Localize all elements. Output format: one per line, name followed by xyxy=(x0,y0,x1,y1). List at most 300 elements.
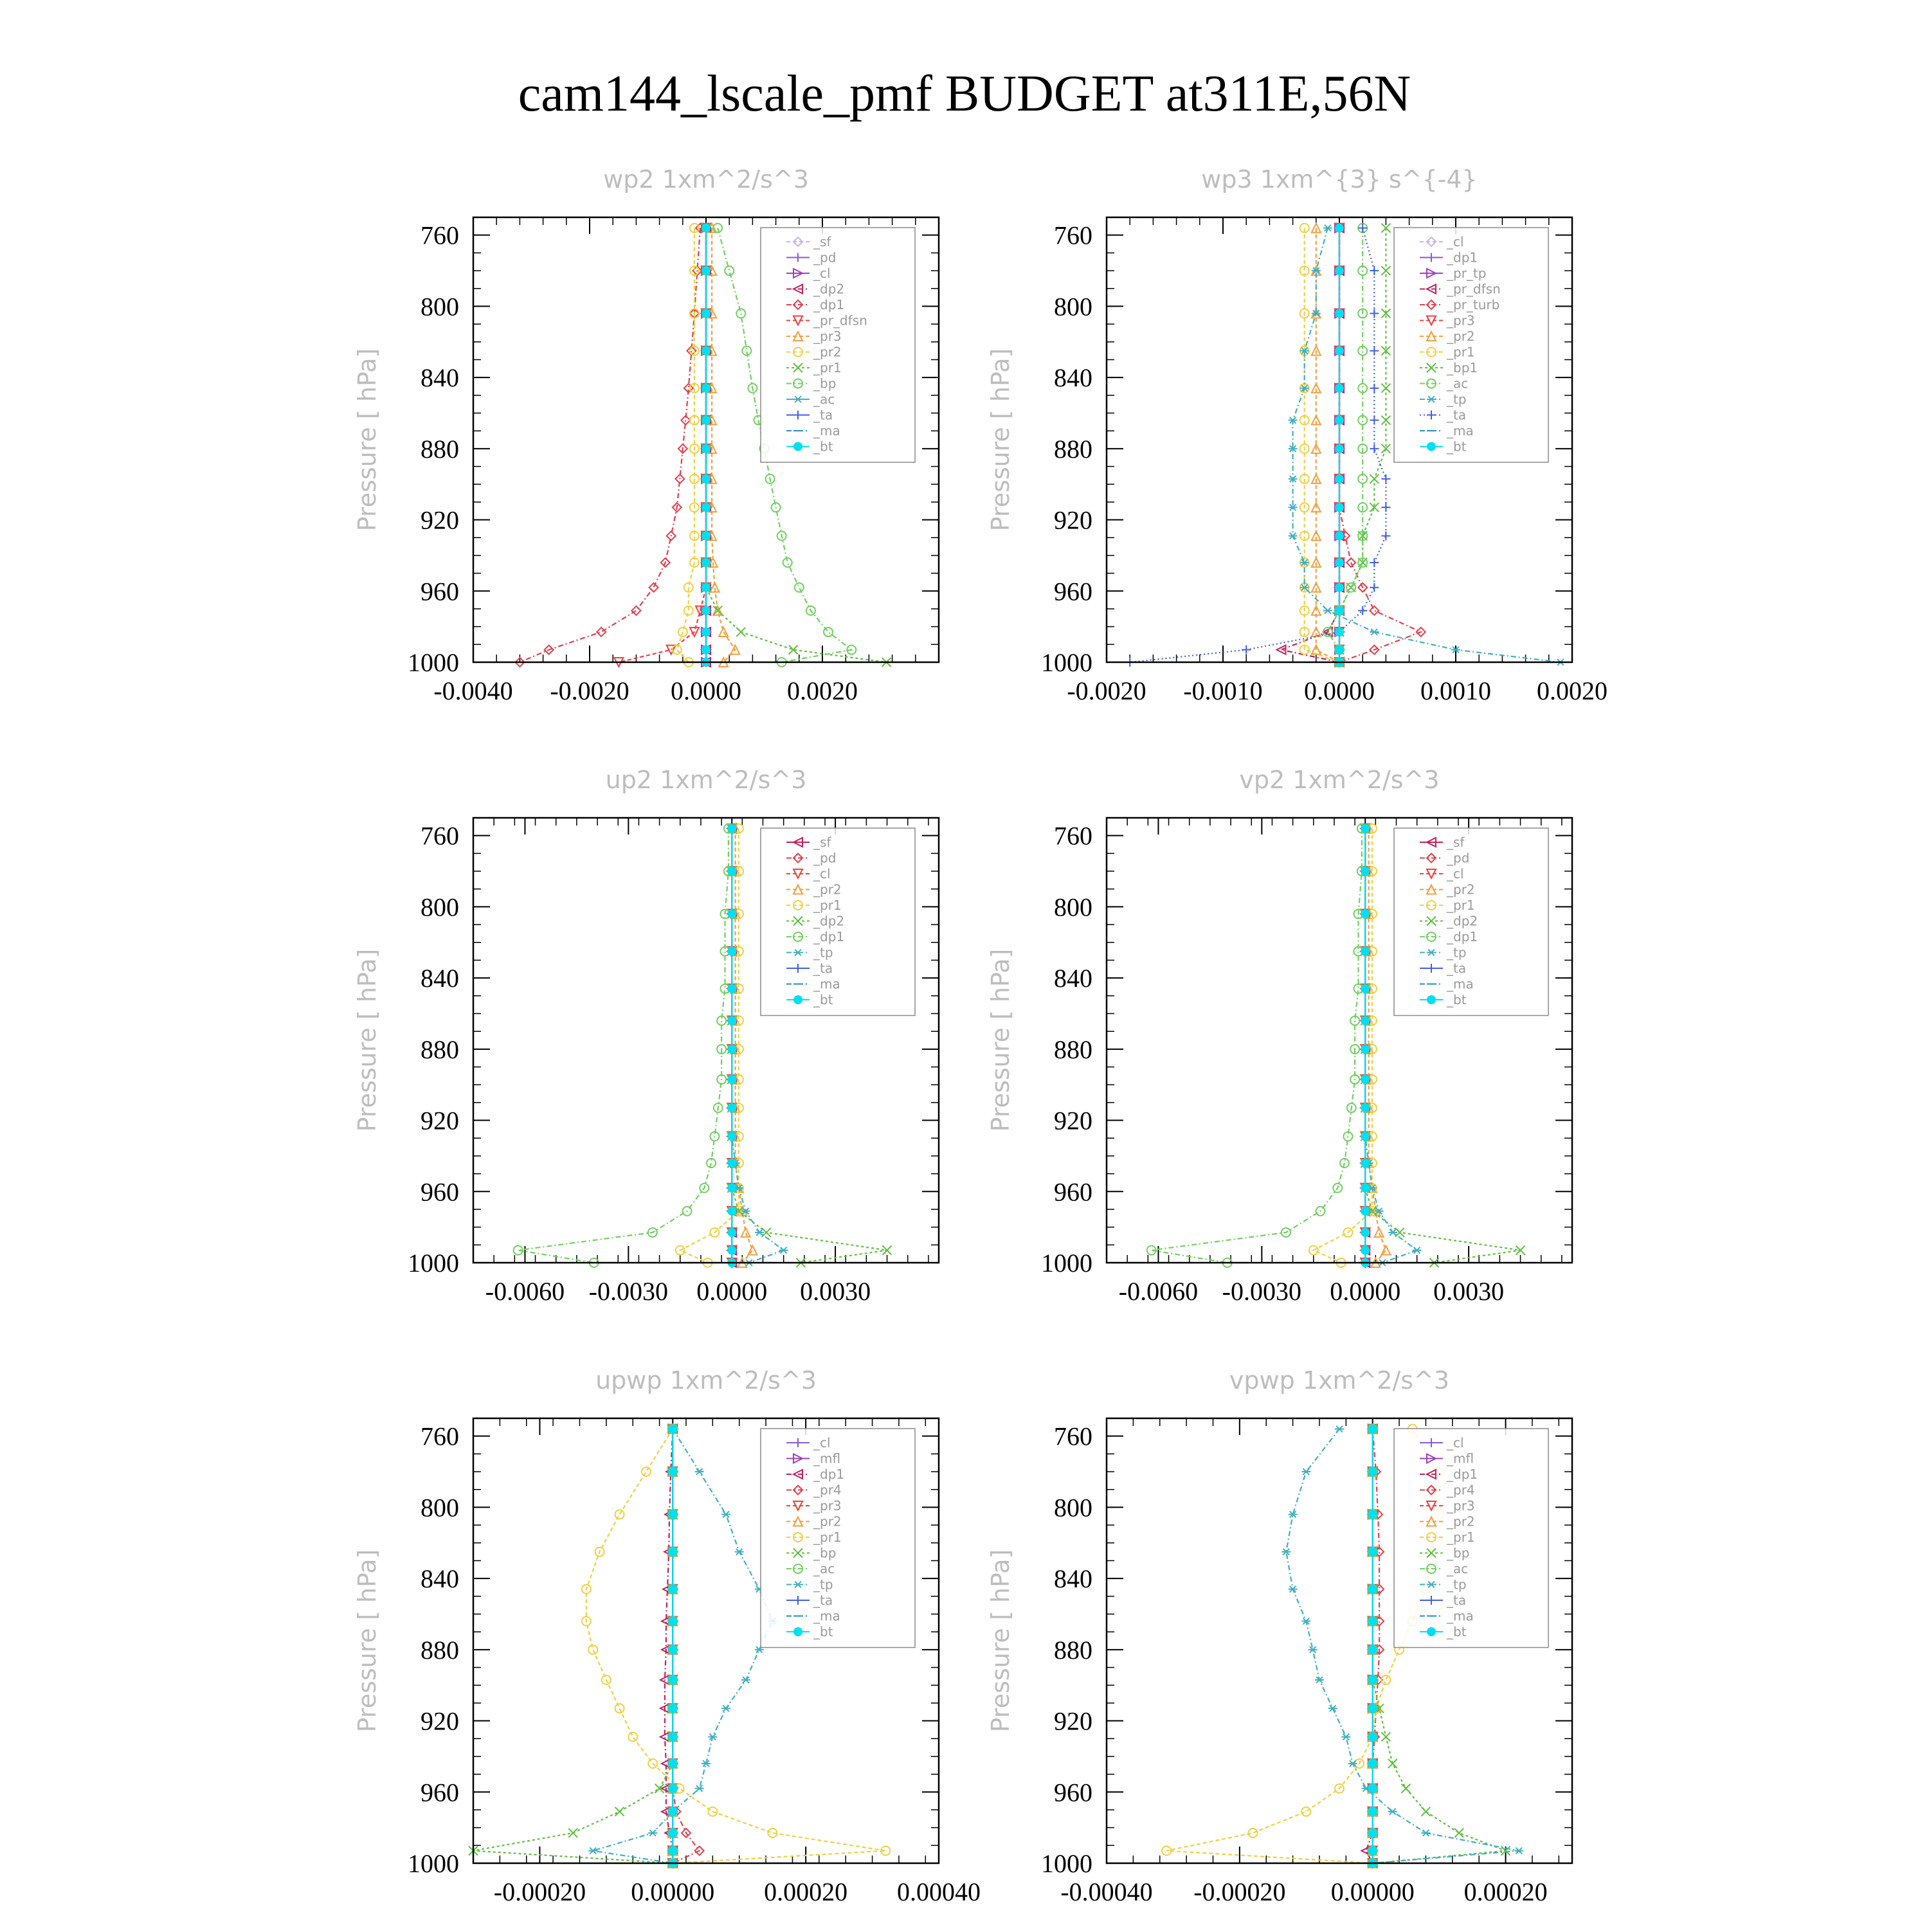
data-point xyxy=(725,266,734,275)
legend-label: _dp1 xyxy=(813,297,845,312)
data-point xyxy=(1370,309,1379,318)
x-tick-label: 0.0000 xyxy=(1330,1277,1401,1306)
data-point xyxy=(735,1549,744,1555)
data-point xyxy=(1328,1705,1337,1711)
data-point xyxy=(1375,1228,1384,1237)
data-point xyxy=(741,1677,750,1683)
y-tick-label: 960 xyxy=(1054,1177,1092,1207)
legend-label: _ac xyxy=(1447,375,1469,392)
legend-label: _mfl xyxy=(1447,1450,1474,1467)
data-point xyxy=(1341,1734,1350,1740)
data-point xyxy=(1361,1159,1370,1168)
legend-label: _pr1 xyxy=(1447,1530,1475,1545)
legend-label: _bt xyxy=(813,992,833,1007)
data-point xyxy=(1368,1425,1377,1434)
series-line xyxy=(1130,228,1386,662)
data-point xyxy=(702,224,711,233)
legend-label: _cl xyxy=(1447,866,1464,881)
data-point xyxy=(702,474,711,483)
y-axis-label: Pressure [ hPa] xyxy=(353,1549,381,1733)
x-tick-label: -0.0010 xyxy=(1183,676,1263,705)
legend-label: _pr_tp xyxy=(1447,266,1487,281)
data-point xyxy=(1421,1807,1430,1816)
series-line xyxy=(473,1429,673,1863)
legend-label: _sf xyxy=(813,835,831,850)
data-point xyxy=(727,1132,736,1141)
data-point xyxy=(1370,266,1379,275)
data-point xyxy=(1301,1807,1310,1816)
data-point xyxy=(1361,1103,1370,1112)
legend-label: _dp1 xyxy=(813,1467,845,1482)
y-tick-label: 840 xyxy=(421,363,459,393)
data-point xyxy=(702,444,711,453)
series-tp xyxy=(588,1426,777,1866)
data-point xyxy=(1368,1617,1377,1626)
y-tick-label: 800 xyxy=(1054,292,1092,321)
x-tick-label: 0.00000 xyxy=(631,1877,715,1906)
data-point xyxy=(668,1675,677,1684)
legend-marker xyxy=(793,995,802,1004)
legend-label: _sf xyxy=(1447,835,1465,850)
data-point xyxy=(702,558,711,567)
data-point xyxy=(1335,606,1344,615)
data-point xyxy=(668,1732,677,1741)
series-bp xyxy=(469,1425,677,1868)
data-point xyxy=(1381,531,1390,540)
legend-label: _ac xyxy=(1447,1561,1469,1576)
data-point xyxy=(1368,1807,1377,1816)
y-tick-label: 760 xyxy=(1054,1422,1092,1451)
series-line xyxy=(1328,228,1363,662)
y-tick-label: 800 xyxy=(1054,1493,1092,1522)
y-tick-label: 840 xyxy=(421,1564,459,1594)
data-point xyxy=(1370,416,1379,425)
x-tick-label: -0.00020 xyxy=(493,1877,586,1906)
data-point xyxy=(668,1784,677,1793)
y-axis-label: Pressure [ hPa] xyxy=(353,348,381,532)
series-line xyxy=(1305,228,1339,662)
data-point xyxy=(727,1246,736,1255)
legend-label: _dp2 xyxy=(813,281,845,297)
data-point xyxy=(1335,224,1344,233)
y-tick-label: 1000 xyxy=(408,1849,459,1878)
legend-label: _ma xyxy=(1447,976,1474,992)
data-point xyxy=(668,1467,677,1476)
x-tick-label: 0.00020 xyxy=(764,1877,848,1906)
data-point xyxy=(1335,583,1344,592)
data-point xyxy=(1335,384,1344,393)
legend-label: _pd xyxy=(1447,850,1470,866)
data-point xyxy=(727,1103,736,1112)
legend-label: _pr2 xyxy=(813,881,842,898)
legend-label: _ta xyxy=(1447,961,1467,976)
data-point xyxy=(1381,474,1390,483)
data-point xyxy=(1381,1246,1390,1255)
legend-label: _tp xyxy=(1447,944,1467,961)
x-tick-label: -0.00040 xyxy=(1060,1877,1153,1906)
legend-label: _pr2 xyxy=(1447,1513,1475,1530)
legend-label: _pr4 xyxy=(1447,1482,1475,1498)
legend-marker xyxy=(793,1627,802,1636)
y-tick-label: 1000 xyxy=(1041,648,1092,677)
x-tick-label: -0.0030 xyxy=(1222,1277,1301,1306)
data-point xyxy=(727,947,736,956)
legend-marker xyxy=(1427,995,1436,1004)
y-tick-label: 960 xyxy=(421,1177,459,1207)
data-point xyxy=(824,627,833,636)
data-point xyxy=(668,1645,677,1654)
data-point xyxy=(1361,909,1370,918)
data-point xyxy=(642,1467,651,1476)
data-point xyxy=(1413,1247,1422,1254)
x-tick-label: 0.00000 xyxy=(1330,1877,1415,1906)
data-point xyxy=(1361,1045,1370,1054)
y-tick-label: 760 xyxy=(421,221,459,250)
data-point xyxy=(702,606,711,615)
data-point xyxy=(1381,1732,1390,1741)
y-axis-label: Pressure [ hPa] xyxy=(353,948,381,1132)
data-point xyxy=(727,867,736,876)
legend-label: _cl xyxy=(1447,1435,1464,1450)
legend-label: _dp1 xyxy=(1447,249,1478,266)
data-point xyxy=(1361,984,1370,993)
series-line xyxy=(1152,829,1362,1263)
legend-marker xyxy=(1427,442,1436,451)
legend-label: _ma xyxy=(813,976,840,992)
panel-1 xyxy=(353,165,939,705)
data-point xyxy=(1368,1585,1377,1594)
data-point xyxy=(719,627,728,636)
data-point xyxy=(727,1207,736,1216)
panel-title: vp2 1xm^2/s^3 xyxy=(1239,766,1440,794)
legend-label: _bt xyxy=(813,438,833,455)
series-line xyxy=(1281,228,1340,662)
y-axis-label: Pressure [ hPa] xyxy=(986,348,1015,532)
legend-label: _tp xyxy=(813,1576,833,1593)
legend-label: _pr4 xyxy=(813,1482,842,1498)
series-ta xyxy=(1125,224,1390,667)
y-tick-label: 960 xyxy=(421,577,459,606)
data-point xyxy=(779,1247,788,1254)
y-tick-label: 840 xyxy=(1054,964,1092,993)
x-tick-label: 0.0000 xyxy=(1304,676,1375,705)
y-tick-label: 840 xyxy=(421,964,459,993)
legend-label: _bp xyxy=(1447,1545,1470,1561)
legend-label: _pd xyxy=(813,249,837,266)
data-point xyxy=(668,1510,677,1519)
y-tick-label: 960 xyxy=(421,1778,459,1807)
data-point xyxy=(727,1045,736,1054)
data-point xyxy=(702,646,711,655)
legend-label: _bp1 xyxy=(1447,360,1478,375)
legend-label: _tp xyxy=(813,944,833,961)
data-point xyxy=(1370,606,1379,615)
legend-label: _ma xyxy=(1447,1608,1474,1624)
y-tick-label: 880 xyxy=(421,1635,459,1665)
data-point xyxy=(1368,1467,1377,1476)
data-point xyxy=(727,909,736,918)
legend-marker xyxy=(1427,1627,1436,1636)
data-point xyxy=(1368,1548,1377,1557)
x-tick-label: -0.0060 xyxy=(1118,1277,1199,1306)
data-point xyxy=(741,1228,750,1237)
data-point xyxy=(668,1548,677,1557)
data-point xyxy=(668,1759,677,1768)
y-tick-label: 800 xyxy=(421,1493,459,1522)
legend-label: _pr3 xyxy=(813,329,842,344)
series-dp1 xyxy=(515,224,705,667)
data-point xyxy=(1335,444,1344,453)
data-point xyxy=(1361,1246,1370,1255)
legend-label: _dp2 xyxy=(1447,913,1478,929)
y-tick-label: 880 xyxy=(1054,1034,1092,1064)
data-point xyxy=(1335,347,1344,356)
data-point xyxy=(1335,474,1344,483)
series-line xyxy=(736,829,753,1263)
legend-label: _ac xyxy=(813,392,835,407)
data-point xyxy=(1381,503,1390,512)
y-tick-label: 920 xyxy=(421,1706,459,1736)
data-point xyxy=(702,347,711,356)
data-point xyxy=(1361,1016,1370,1025)
legend-label: _ta xyxy=(813,961,833,976)
data-point xyxy=(1335,558,1344,567)
data-point xyxy=(1368,1645,1377,1654)
panel-4 xyxy=(986,766,1572,1306)
data-point xyxy=(1381,416,1390,425)
legend-label: _cl xyxy=(813,266,831,281)
x-tick-label: 0.0000 xyxy=(696,1277,768,1306)
data-point xyxy=(1381,266,1390,275)
data-point xyxy=(1370,347,1379,356)
y-tick-label: 880 xyxy=(421,434,459,464)
legend-label: _tp xyxy=(1447,1576,1467,1593)
x-tick-label: -0.00020 xyxy=(1193,1877,1286,1906)
x-tick-label: -0.0020 xyxy=(1067,676,1146,705)
panel-title: vpwp 1xm^2/s^3 xyxy=(1229,1366,1450,1395)
y-tick-label: 1000 xyxy=(1041,1849,1092,1878)
data-point xyxy=(727,1016,736,1025)
data-point xyxy=(721,1512,730,1518)
data-point xyxy=(727,1184,736,1193)
data-point xyxy=(1514,1848,1523,1854)
y-tick-label: 880 xyxy=(1054,434,1092,464)
data-point xyxy=(1388,1759,1397,1768)
data-point xyxy=(1361,1228,1370,1237)
data-point xyxy=(727,824,736,833)
data-point xyxy=(1361,867,1370,876)
series-line xyxy=(712,228,735,662)
legend-label: _ta xyxy=(813,1593,833,1608)
data-point xyxy=(1335,646,1344,655)
legend-label: _pr2 xyxy=(1447,881,1475,898)
legend-label: _dp1 xyxy=(1447,1467,1478,1482)
x-tick-label: -0.0020 xyxy=(550,676,629,705)
data-point xyxy=(702,266,711,275)
legend-label: _ta xyxy=(1447,407,1467,423)
data-point xyxy=(631,606,640,615)
legend-label: _pr3 xyxy=(1447,312,1475,329)
data-point xyxy=(1368,1675,1377,1684)
data-point xyxy=(702,384,711,393)
y-tick-label: 880 xyxy=(421,1034,459,1064)
data-point xyxy=(1335,266,1344,275)
data-point xyxy=(727,1075,736,1084)
legend-label: _bp xyxy=(813,375,837,392)
y-tick-label: 920 xyxy=(1054,1706,1092,1736)
y-tick-label: 920 xyxy=(1054,1106,1092,1135)
panel-title: wp3 1xm^{3} s^{-4} xyxy=(1201,165,1478,194)
legend-label: _pr1 xyxy=(1447,344,1475,360)
data-point xyxy=(668,1846,677,1855)
legend-marker xyxy=(793,442,802,451)
y-tick-label: 840 xyxy=(1054,363,1092,393)
legend-label: _pr1 xyxy=(813,1530,842,1545)
data-point xyxy=(748,1246,757,1255)
series-line xyxy=(619,228,706,662)
data-point xyxy=(668,1704,677,1713)
x-tick-label: -0.0040 xyxy=(433,676,513,705)
legend-label: _bt xyxy=(1447,992,1467,1007)
data-point xyxy=(1381,384,1390,393)
data-point xyxy=(1368,1510,1377,1519)
panel-2 xyxy=(986,165,1608,705)
series-line xyxy=(518,829,729,1263)
y-tick-label: 840 xyxy=(1054,1564,1092,1594)
data-point xyxy=(1368,1784,1377,1793)
data-point xyxy=(1335,503,1344,512)
data-point xyxy=(615,1510,624,1519)
data-point xyxy=(702,503,711,512)
series-dp1 xyxy=(1147,824,1366,1267)
legend-label: _pr_dfsn xyxy=(1447,281,1501,297)
legend-label: _mfl xyxy=(813,1450,841,1467)
figure-title: cam144_lscale_pmf BUDGET at311E,56N xyxy=(518,66,1411,122)
data-point xyxy=(1358,606,1367,615)
data-point xyxy=(668,1425,677,1434)
data-point xyxy=(1368,1704,1377,1713)
y-tick-label: 1000 xyxy=(408,1249,459,1277)
legend-label: _bt xyxy=(1447,438,1467,455)
data-point xyxy=(1335,416,1344,425)
data-point xyxy=(1368,1828,1377,1837)
data-point xyxy=(695,1468,704,1475)
legend-label: _pr2 xyxy=(1447,329,1475,344)
legend-label: _pr2 xyxy=(813,1513,842,1530)
x-tick-label: 0.0000 xyxy=(671,676,741,705)
y-axis-label: Pressure [ hPa] xyxy=(986,1549,1015,1733)
data-point xyxy=(1370,558,1379,567)
data-point xyxy=(1370,384,1379,393)
data-point xyxy=(668,1828,677,1837)
panel-title: upwp 1xm^2/s^3 xyxy=(595,1366,817,1395)
x-tick-label: 0.0030 xyxy=(1433,1277,1505,1306)
data-point xyxy=(615,1807,624,1816)
legend-label: _tp xyxy=(1447,392,1467,407)
data-point xyxy=(1454,1828,1463,1837)
data-point xyxy=(1368,1759,1377,1768)
legend-label: _dp2 xyxy=(813,913,845,929)
legend-label: _pr3 xyxy=(813,1498,842,1513)
x-tick-label: -0.0030 xyxy=(588,1277,668,1306)
y-tick-label: 880 xyxy=(1054,1635,1092,1665)
panel-6 xyxy=(986,1366,1572,1906)
legend-label: _pd xyxy=(813,850,837,866)
data-point xyxy=(1335,531,1344,540)
legend-label: _ta xyxy=(1447,1593,1467,1608)
data-point xyxy=(628,1732,637,1741)
legend-label: _cl xyxy=(813,866,831,881)
data-point xyxy=(702,531,711,540)
legend-label: _pr_dfsn xyxy=(813,312,867,329)
data-point xyxy=(668,1617,677,1626)
legend-label: _sf xyxy=(813,234,831,249)
data-point xyxy=(1301,1468,1310,1475)
legend-label: _ta xyxy=(813,407,833,423)
legend-label: _pr1 xyxy=(1447,898,1475,913)
legend-label: _bp xyxy=(813,1545,837,1561)
y-tick-label: 920 xyxy=(421,1106,459,1135)
series-ac xyxy=(1323,224,1367,667)
legend-label: _bt xyxy=(813,1624,833,1639)
panel-5 xyxy=(353,1366,981,1906)
data-point xyxy=(795,583,804,592)
data-point xyxy=(1370,583,1379,592)
data-point xyxy=(721,1705,730,1711)
legend-label: _ma xyxy=(1447,423,1474,438)
legend-label: _pr1 xyxy=(813,360,842,375)
panel-title: up2 1xm^2/s^3 xyxy=(605,766,807,794)
data-point xyxy=(1242,646,1251,655)
series-pr3 xyxy=(707,224,739,667)
data-point xyxy=(1361,824,1370,833)
data-point xyxy=(727,1159,736,1168)
data-point xyxy=(1368,1732,1377,1741)
x-tick-label: 0.0030 xyxy=(800,1277,871,1306)
data-point xyxy=(668,1585,677,1594)
data-point xyxy=(668,1807,677,1816)
data-point xyxy=(1361,947,1370,956)
y-tick-label: 960 xyxy=(1054,577,1092,606)
y-axis-label: Pressure [ hPa] xyxy=(986,948,1015,1132)
y-tick-label: 960 xyxy=(1054,1778,1092,1807)
data-point xyxy=(588,1848,597,1854)
data-point xyxy=(649,583,658,592)
data-point xyxy=(1370,444,1379,453)
data-point xyxy=(702,416,711,425)
legend-label: _dp1 xyxy=(1447,929,1478,944)
data-point xyxy=(1370,474,1379,483)
y-tick-label: 760 xyxy=(1054,221,1092,250)
data-point xyxy=(1335,1426,1344,1432)
data-point xyxy=(1335,309,1344,318)
data-point xyxy=(1361,1184,1370,1193)
data-point xyxy=(702,309,711,318)
series-pr2 xyxy=(673,224,699,667)
data-point xyxy=(736,309,745,318)
data-point xyxy=(1289,533,1298,539)
series-line xyxy=(520,228,700,662)
x-tick-label: 0.0020 xyxy=(1537,676,1608,705)
y-tick-label: 800 xyxy=(1054,892,1092,922)
legend-label: _cl xyxy=(813,1435,831,1450)
y-tick-label: 1000 xyxy=(1041,1249,1092,1277)
data-point xyxy=(1289,1586,1298,1593)
y-tick-label: 760 xyxy=(421,821,459,851)
legend-label: _ac xyxy=(813,1561,835,1576)
legend-label: _pr_turb xyxy=(1447,297,1500,312)
series-dp1 xyxy=(514,824,733,1267)
